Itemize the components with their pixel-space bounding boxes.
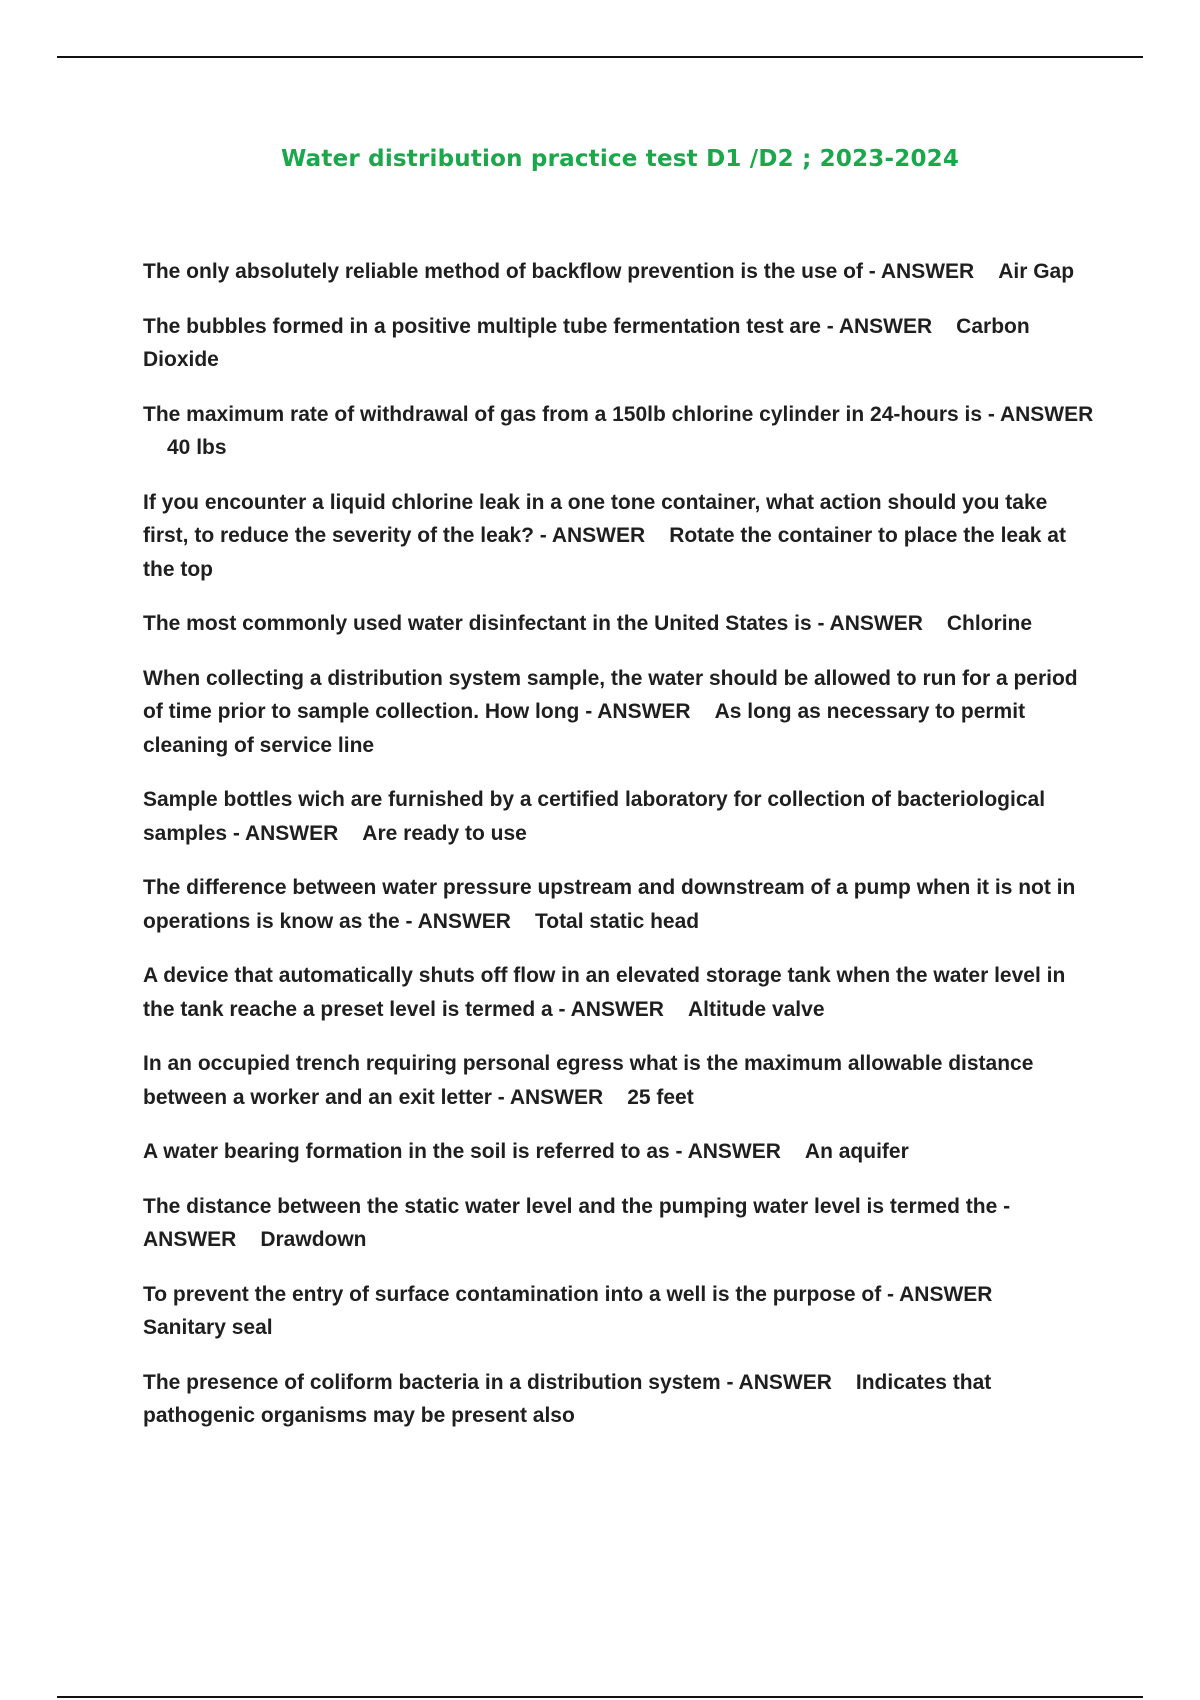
question-text: The presence of coliform bacteria in a distribution system - <box>143 1370 734 1394</box>
answer-text: 25 feet <box>627 1085 694 1109</box>
page-top-rule <box>57 56 1143 58</box>
answer-marker: ANSWER <box>570 997 664 1021</box>
question-text: The distance between the static water level and the pumping water level is termed the - <box>143 1194 1011 1218</box>
qa-item <box>143 486 1098 587</box>
page-bottom-rule <box>57 1696 1143 1698</box>
answer-text: Air Gap <box>998 260 1075 283</box>
answer-marker: ANSWER <box>551 524 646 547</box>
answer-text: Total static head <box>534 909 700 933</box>
answer-marker: ANSWER <box>999 402 1094 426</box>
answer-marker: ANSWER <box>687 1140 781 1163</box>
answer-text: Sanitary seal <box>143 1316 273 1339</box>
answer-text: Chlorine <box>946 612 1033 635</box>
qa-item <box>143 1366 1098 1433</box>
qa-list <box>143 255 1098 1454</box>
question-text: To prevent the entry of surface contamination into a well is the purpose of - <box>143 1282 895 1306</box>
answer-marker: ANSWER <box>509 1085 604 1109</box>
question-text: In an occupied trench requiring personal egress what is the maximum allowable distance between a worker and an exit letter - <box>143 1052 1034 1109</box>
qa-item <box>143 1135 1098 1169</box>
qa-item <box>143 1190 1098 1257</box>
qa-item <box>143 871 1098 938</box>
question-text: A device that automatically shuts off flow in an elevated storage tank when the water level in the tank reache a preset level is termed a - <box>143 964 1066 1021</box>
qa-item <box>143 255 1098 289</box>
answer-text: Indicates that pathogenic organisms may be present also <box>143 1370 992 1427</box>
question-text: The most commonly used water disinfectant in the United States is - <box>143 612 825 635</box>
qa-item <box>143 959 1098 1026</box>
answer-text: Drawdown <box>260 1228 367 1251</box>
answer-marker: ANSWER <box>880 260 975 283</box>
answer-text: 40 lbs <box>167 436 227 459</box>
answer-marker: ANSWER <box>899 1282 993 1306</box>
answer-text: An aquifer <box>804 1140 909 1163</box>
question-text: The difference between water pressure upstream and downstream of a pump when it is not in operations is know as the - <box>143 876 1076 933</box>
answer-marker: ANSWER <box>244 821 339 845</box>
qa-item <box>143 783 1098 850</box>
answer-marker: ANSWER <box>838 314 933 338</box>
question-text: The maximum rate of withdrawal of gas from a 150lb chlorine cylinder in 24-hours is - <box>143 402 995 426</box>
qa-item <box>143 1278 1098 1345</box>
answer-text: As long as necessary to permit cleaning of service line <box>143 700 1026 757</box>
answer-text: Rotate the container to place the leak at the top <box>143 524 1066 581</box>
qa-item <box>143 662 1098 763</box>
answer-marker: ANSWER <box>143 1228 237 1251</box>
question-text: Sample bottles wich are furnished by a certified laboratory for collection of bacteriological samples - <box>143 788 1046 845</box>
answer-marker: ANSWER <box>738 1370 832 1394</box>
answer-marker: ANSWER <box>417 909 511 933</box>
answer-marker: ANSWER <box>597 700 691 723</box>
qa-item <box>143 310 1098 377</box>
qa-item <box>143 607 1098 641</box>
answer-text: Altitude valve <box>687 997 825 1021</box>
question-text: The bubbles formed in a positive multiple tube fermentation test are - <box>143 314 834 338</box>
answer-marker: ANSWER <box>829 612 923 635</box>
qa-item <box>143 398 1098 465</box>
question-text: If you encounter a liquid chlorine leak in a one tone container, what action should you take first, to reduce the severity of the leak? - <box>143 490 1048 547</box>
qa-item <box>143 1047 1098 1114</box>
answer-text: Are ready to use <box>362 821 527 845</box>
answer-text: Carbon Dioxide <box>143 314 1030 371</box>
document-title: Water distribution practice test D1 /D2 ; 2023-2024 <box>280 146 960 172</box>
question-text: The only absolutely reliable method of backflow prevention is the use of - <box>143 260 876 283</box>
question-text: When collecting a distribution system sample, the water should be allowed to run for a period of time prior to sample collection. How long - <box>143 666 1078 723</box>
question-text: A water bearing formation in the soil is referred to as - <box>143 1140 683 1163</box>
